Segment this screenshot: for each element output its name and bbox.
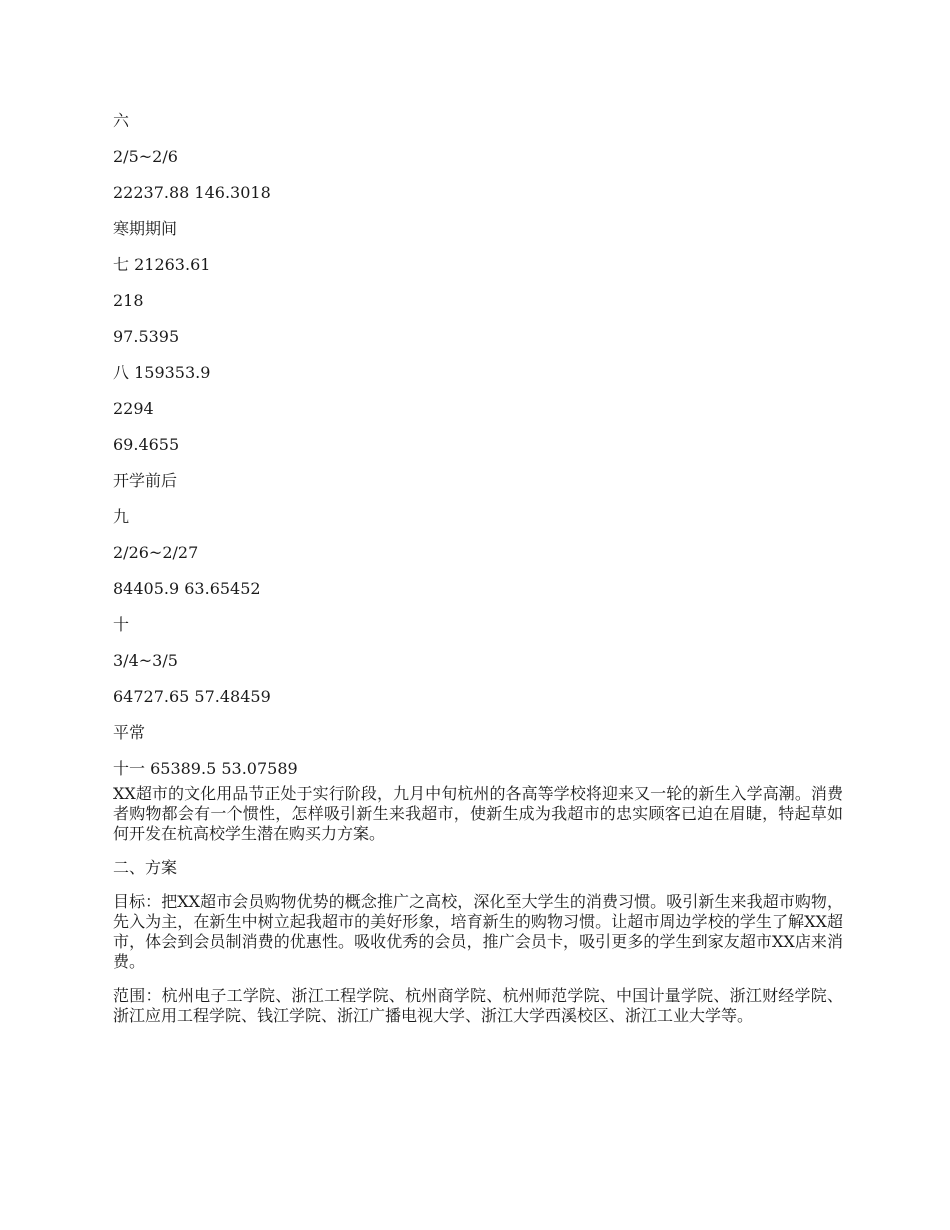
text-line: 十一 65389.5 53.07589 — [113, 759, 298, 778]
document-page — [113, 111, 843, 1040]
text-line: 八 159353.9 — [113, 363, 211, 382]
scope-paragraph: 范围：杭州电子工学院、浙江工程学院、杭州商学院、杭州师范学院、中国计量学院、浙江财经学院、浙江应用工程学院、钱江学院、浙江广播电视大学、浙江大学西溪校区、浙江工业大学等。 — [113, 986, 843, 1025]
text-line: 十 — [113, 615, 130, 634]
text-line: 2294 — [113, 399, 154, 418]
text-line: 22237.88 146.3018 — [113, 183, 271, 202]
text-line: 寒期期间 — [113, 219, 178, 238]
text-line: 3/4~3/5 — [113, 651, 178, 670]
text-line: 平常 — [113, 723, 146, 742]
text-line: 开学前后 — [113, 471, 178, 490]
goal-paragraph: 目标：把XX超市会员购物优势的概念推广之高校，深化至大学生的消费习惯。吸引新生来我超市购物，先入为主，在新生中树立起我超市的美好形象，培育新生的购物习惯。让超市周边学校的学生了解XX超市，体会到会员制消费的优惠性。吸收优秀的会员，推广会员卡，吸引更多的学生到家友超市XX店来消费。 — [113, 892, 843, 971]
text-line: 2/5~2/6 — [113, 147, 178, 166]
text-line: 84405.9 63.65452 — [113, 579, 261, 598]
section-heading: 二、方案 — [113, 858, 178, 877]
text-line: 218 — [113, 291, 144, 310]
text-line: 97.5395 — [113, 327, 180, 346]
intro-paragraph: XX超市的文化用品节正处于实行阶段，九月中旬杭州的各高等学校将迎来又一轮的新生入学高潮。消费者购物都会有一个惯性，怎样吸引新生来我超市，使新生成为我超市的忠实顾客已迫在眉睫，特起草如何开发在杭高校学生潜在购买力方案。 — [113, 784, 843, 843]
text-line: 六 — [113, 111, 130, 130]
text-line: 69.4655 — [113, 435, 180, 454]
text-line: 64727.65 57.48459 — [113, 687, 271, 706]
text-line: 九 — [113, 507, 130, 526]
text-line: 七 21263.61 — [113, 255, 211, 274]
text-line: 2/26~2/27 — [113, 543, 199, 562]
